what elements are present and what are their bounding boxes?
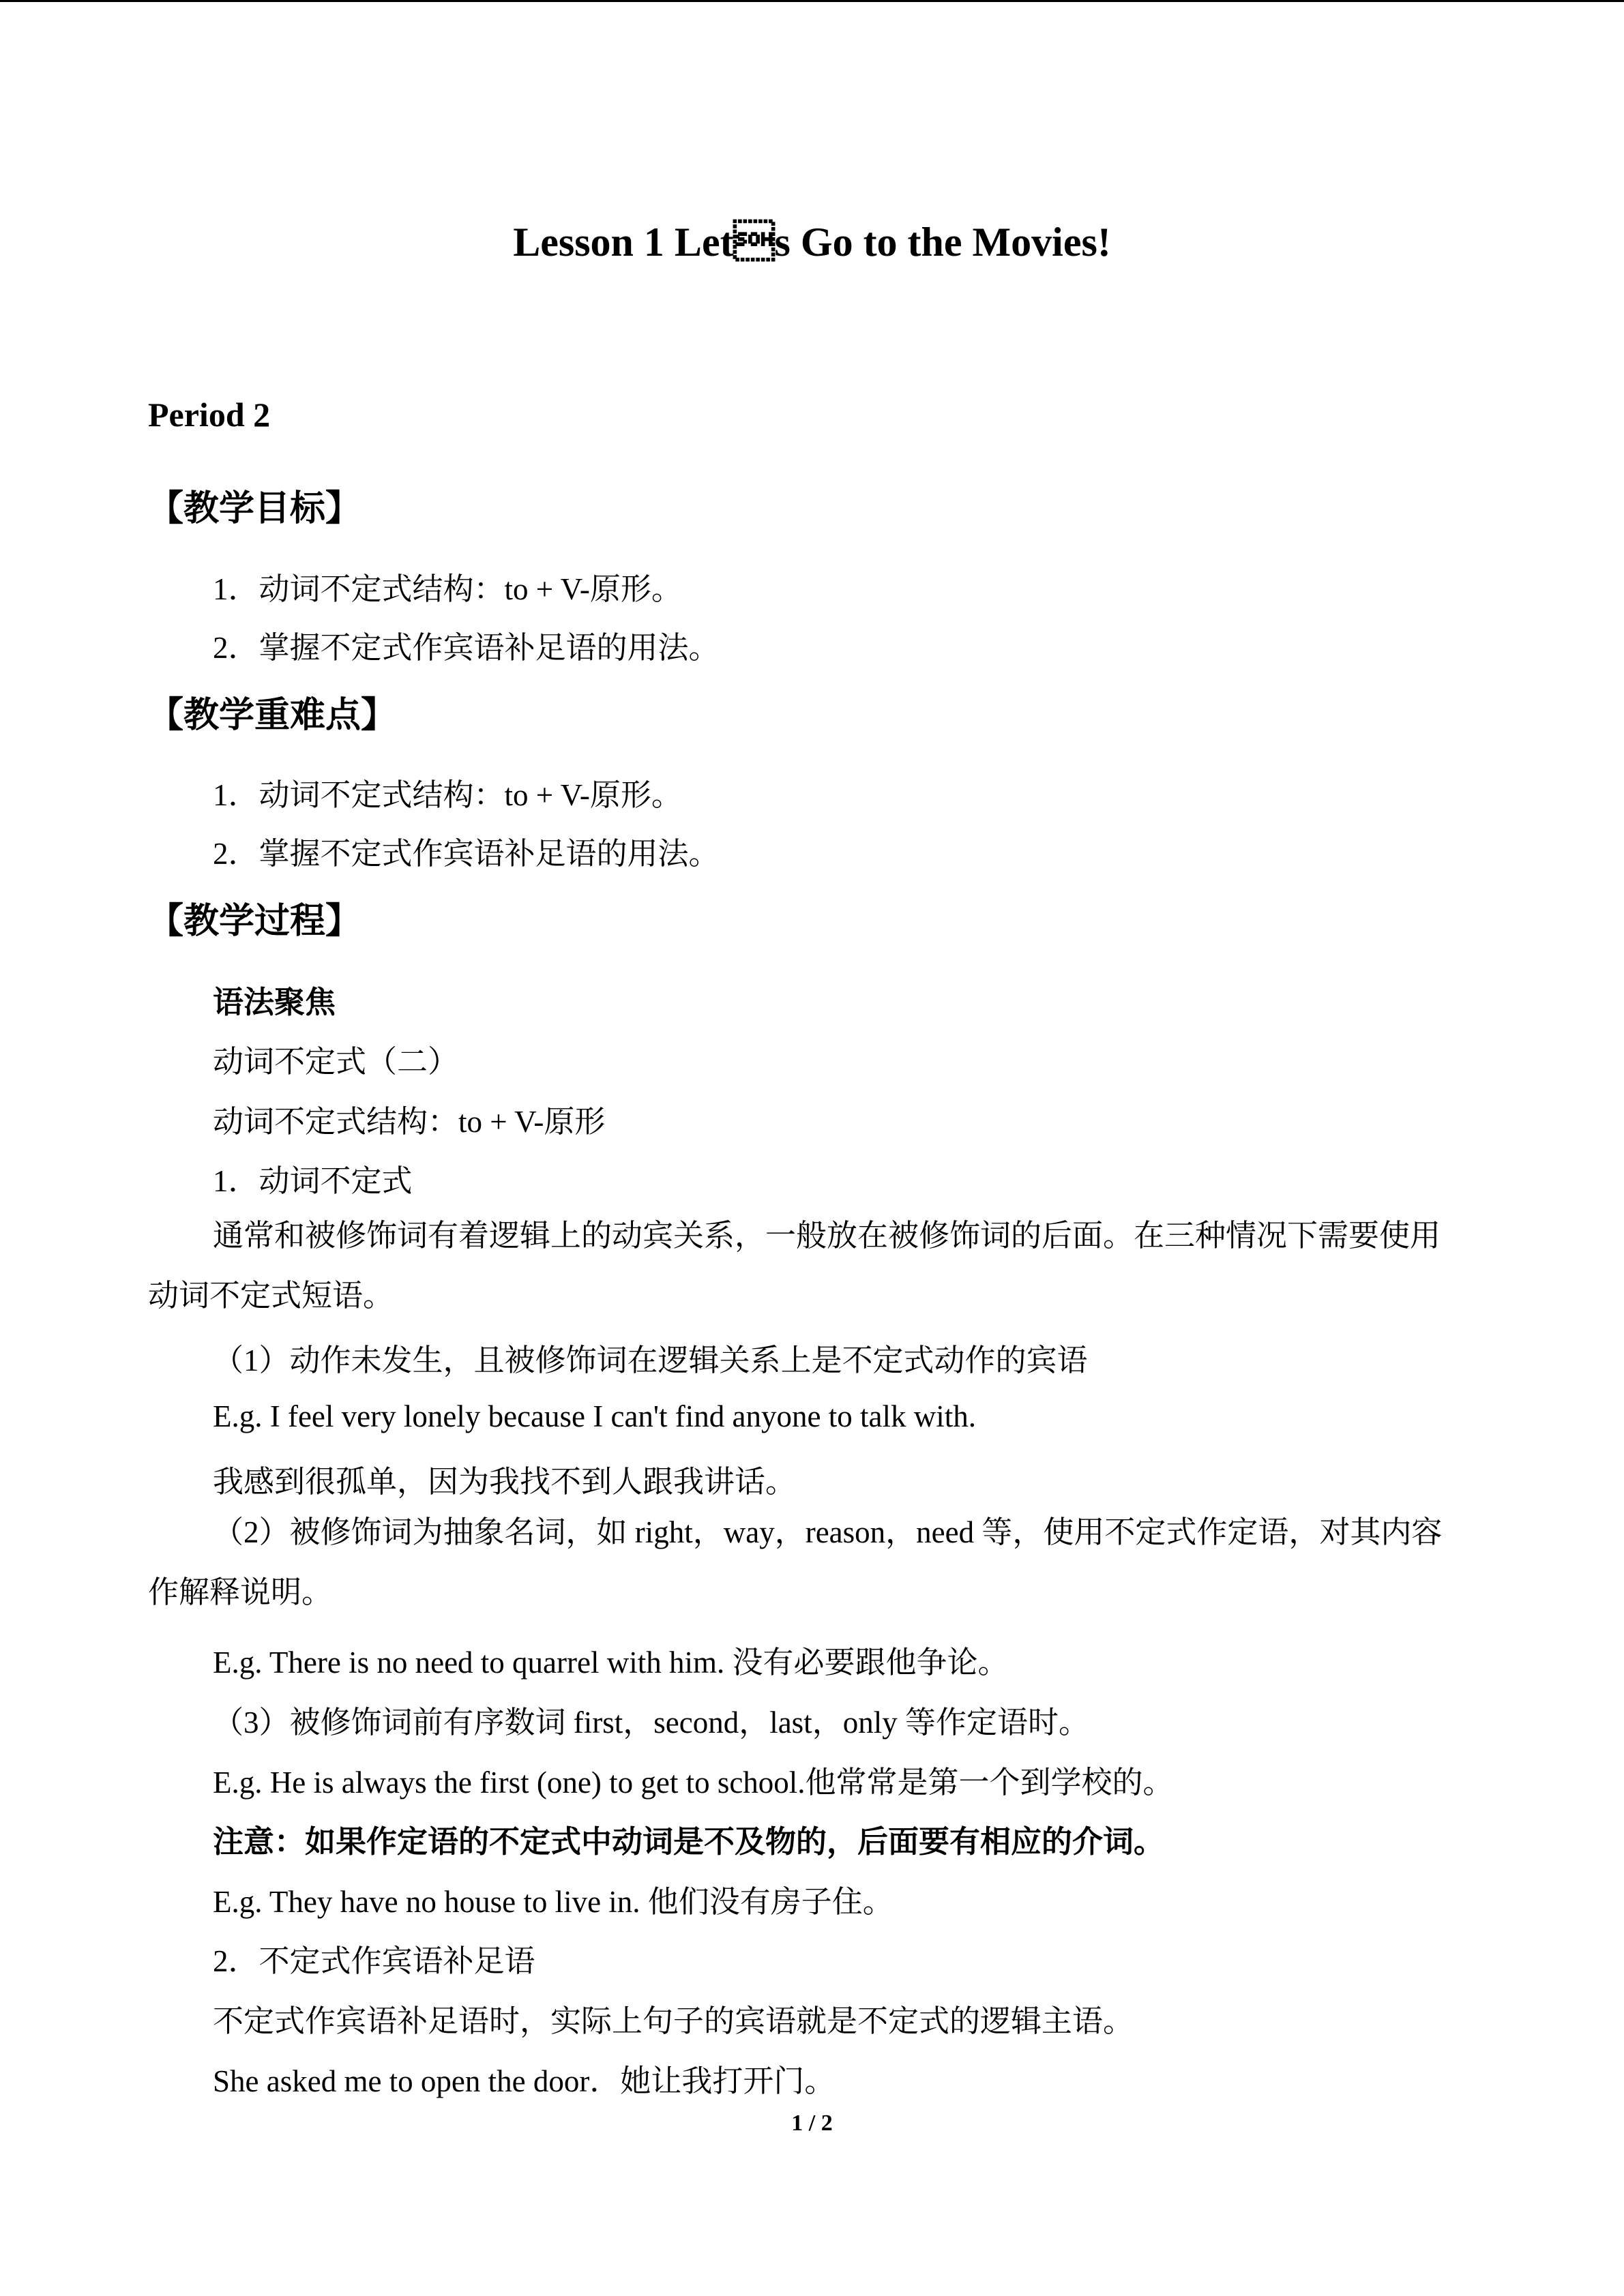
- point2-example: She asked me to open the door．她让我打开门。: [213, 2064, 836, 2098]
- case1-translation: 我感到很孤单，因为我找不到人跟我讲话。: [213, 1465, 797, 1499]
- lesson-title: Lesson 1 Lets Go to the Movies!: [513, 220, 1111, 265]
- key-points-item-2: 2．掌握不定式作宾语补足语的用法。: [213, 837, 720, 871]
- note-text: 注意：如果作定语的不定式中动词是不及物的，后面要有相应的介词。: [213, 1825, 1165, 1859]
- goals-heading: 【教学目标】: [148, 490, 361, 528]
- page-number: 1 / 2: [791, 2111, 833, 2136]
- case3-example: E.g. He is always the first (one) to get to school.他常常是第一个到学校的。: [213, 1765, 1174, 1800]
- goals-item-1: 1．动词不定式结构：to + V-原形。: [213, 572, 682, 606]
- structure-line: 动词不定式结构：to + V-原形: [213, 1105, 606, 1139]
- infinitive-two-label: 动词不定式（二）: [213, 1045, 459, 1079]
- point2-title: 2．不定式作宾语补足语: [213, 1944, 535, 1978]
- point1-title: 1．动词不定式: [213, 1164, 413, 1198]
- case2-text: （2）被修饰词为抽象名词，如 right，way，reason，need 等，使用不定式作定语，对其内容作解释说明。: [148, 1515, 1443, 1609]
- case2-example: E.g. There is no need to quarrel with him. 没有必要跟他争论。: [213, 1645, 1009, 1680]
- key-points-heading: 【教学重难点】: [148, 696, 397, 735]
- point2-description: 不定式作宾语补足语时，实际上句子的宾语就是不定式的逻辑主语。: [213, 2004, 1134, 2038]
- point1-description: 通常和被修饰词有着逻辑上的动宾关系，一般放在被修饰词的后面。在三种情况下需要使用动词不定式短语。: [148, 1219, 1441, 1313]
- note-example: E.g. They have no house to live in. 他们没有房子住。: [213, 1885, 894, 1919]
- key-points-item-1: 1．动词不定式结构：to + V-原形。: [213, 778, 682, 812]
- case1-text: （1）动作未发生，且被修饰词在逻辑关系上是不定式动作的宾语: [213, 1343, 1088, 1377]
- grammar-focus-label: 语法聚焦: [213, 985, 336, 1019]
- case3-text: （3）被修饰词前有序数词 first，second，last，only 等作定语时。: [213, 1705, 1089, 1740]
- process-heading: 【教学过程】: [148, 902, 361, 941]
- period-label: Period 2: [148, 396, 271, 434]
- goals-item-2: 2．掌握不定式作宾语补足语的用法。: [213, 631, 720, 665]
- case1-example: E.g. I feel very lonely because I can't find anyone to talk with.: [213, 1399, 976, 1433]
